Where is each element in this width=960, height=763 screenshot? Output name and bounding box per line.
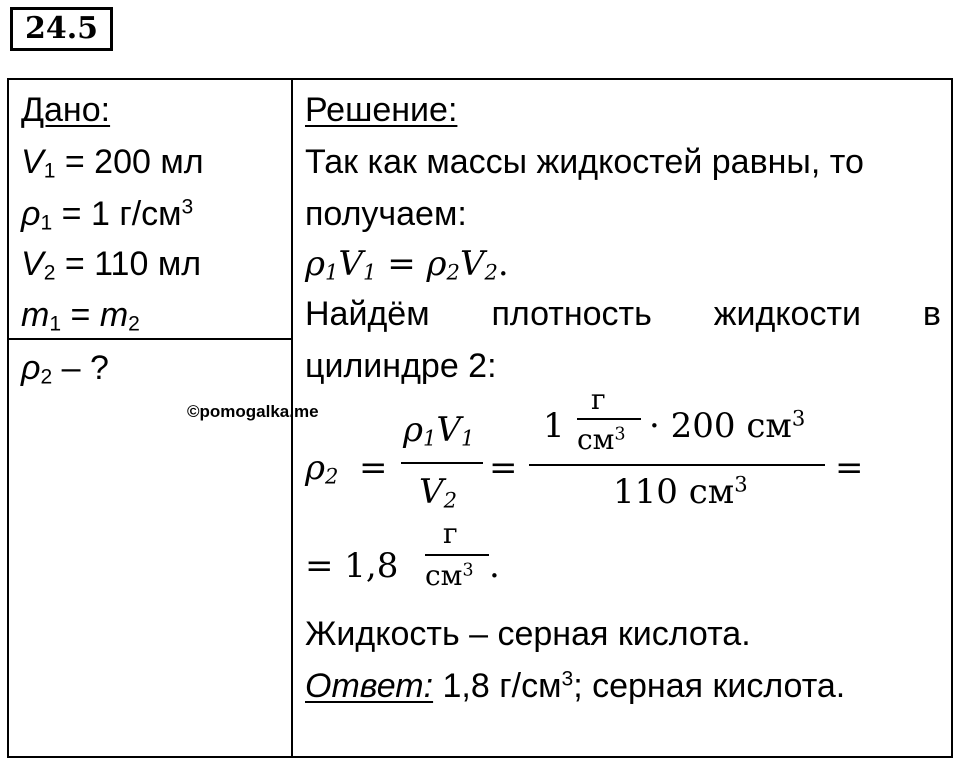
given-v2: $V_2 = 110$ мл xyxy=(21,245,202,285)
watermark: ©pomogalka.me xyxy=(187,402,319,421)
answer-label: Ответ: xyxy=(305,667,434,705)
given-rho1: $\rho_1 = 1$ $г/см^3$ xyxy=(21,195,194,235)
given-mass-equality: $m_1 = m_2$ xyxy=(21,296,140,336)
solution-heading: Решение: xyxy=(305,91,458,129)
solution-line-4: цилиндре 2: xyxy=(305,347,497,385)
conclusion: Жидкость – серная кислота. xyxy=(305,615,751,653)
solution-line-2: получаем: xyxy=(305,195,467,233)
problem-number: 24.5 xyxy=(10,7,113,51)
given-divider xyxy=(9,338,291,340)
answer: Ответ: 1,8 $г/см^3$; серная кислота. xyxy=(305,667,846,705)
find-rho2: $\rho_2$ – ? xyxy=(21,349,109,389)
solution-table: Дано: $V_1 = 200$ мл $\rho_1 = 1$ $г/см^3$ $V_2 = 110$ мл $m_1 = m_2$ $\rho_2$ – ? ©pomogalka.me Решение: Так как массы жидкостей равны, то получаем: $\rho_1V_1 = \rho_2V_2$. Найдём плотность жидкости в цилиндре 2: $\rho_2$ = $\rho_1V_1$ $V_2$ = 1 г $см^3$ · 200 $см^3$ 110 $см^3$ = = 1,8 г $см^3$ . Жидкость – серная кислота. Ответ: 1,8 $г/см^3$; серная кислота. xyxy=(7,78,953,758)
solution-line-1: Так как массы жидкостей равны, то xyxy=(305,143,864,181)
given-heading: Дано: xyxy=(21,91,111,129)
given-v1: $V_1 = 200$ мл xyxy=(21,143,204,183)
solution-line-3: Найдём плотность жидкости в xyxy=(305,295,941,333)
equation-mass-equality: $\rho_1V_1 = \rho_2V_2$. xyxy=(305,244,509,285)
